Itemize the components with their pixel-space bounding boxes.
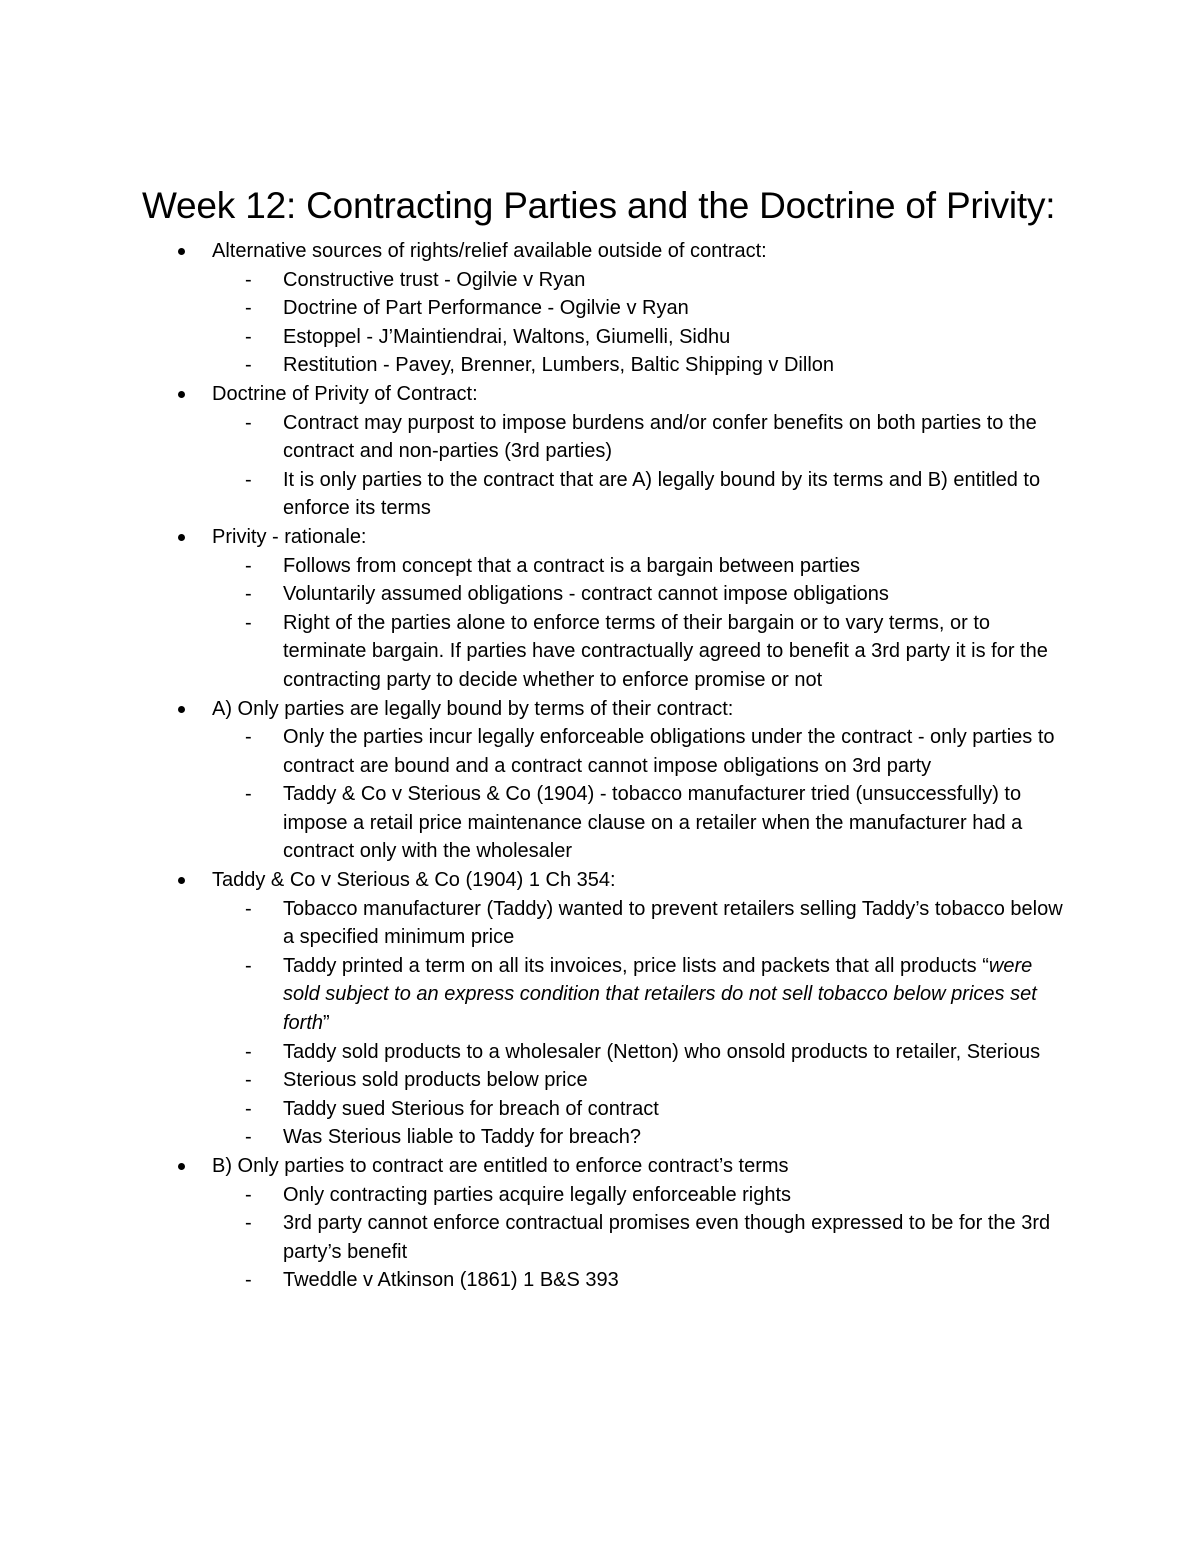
section-only-parties-bound: [142, 695, 1072, 867]
sub-item-lead: Taddy printed a term on all its invoices, price lists and packets that all products “: [283, 954, 989, 977]
sub-item: [142, 780, 1072, 866]
dash-icon: -: [245, 325, 252, 348]
sub-item: [142, 466, 1072, 523]
bullet-heading: B) Only parties to contract are entitled to enforce contract’s terms: [212, 1155, 789, 1177]
sub-item: [142, 895, 1072, 952]
bullet-heading: Doctrine of Privity of Contract:: [212, 382, 478, 405]
sub-item-text: Taddy & Co v Sterious & Co (1904) - tobacco manufacturer tried (unsuccessfully) to impose a retail price maintenance clause on a retailer when the manufacturer had a contract only with the wholesaler: [283, 783, 1023, 863]
bullet-heading: Alternative sources of rights/relief available outside of contract:: [212, 240, 767, 262]
bullet-icon: [178, 1163, 185, 1170]
sub-item-text: Contract may purpost to impose burdens and/or confer benefits on both parties to the contract and non-parties (3rd parties): [283, 411, 1037, 463]
bullet-item: [142, 237, 1072, 266]
sub-item-text: Tobacco manufacturer (Taddy) wanted to prevent retailers selling Taddy’s tobacco below a specified minimum price: [283, 897, 1063, 949]
dash-icon: -: [245, 726, 252, 749]
sub-item: [142, 323, 1072, 352]
bullet-icon: [178, 391, 185, 398]
dash-icon: -: [245, 1126, 252, 1149]
bullet-icon: [178, 248, 185, 255]
sub-item-text: Voluntarily assumed obligations - contract cannot impose obligations: [283, 583, 889, 606]
bullet-heading: Taddy & Co v Sterious & Co (1904) 1 Ch 354:: [212, 869, 616, 892]
sub-item-text: Only the parties incur legally enforceable obligations under the contract - only parties to contract are bound and a contract cannot impose obligations on 3rd party: [283, 726, 1055, 777]
dash-icon: -: [245, 1097, 252, 1120]
sub-item-text: Was Sterious liable to Taddy for breach?: [283, 1126, 641, 1149]
sub-item-text: Only contracting parties acquire legally enforceable rights: [283, 1183, 792, 1206]
dash-icon: -: [245, 897, 252, 920]
sub-item-text: 3rd party cannot enforce contractual promises even though expressed to be for the 3rd party’s benefit: [283, 1212, 1051, 1263]
sub-item: [142, 351, 1072, 380]
sub-item: [142, 552, 1072, 581]
dash-icon: -: [245, 611, 252, 634]
sub-item-text: Taddy sold products to a wholesaler (Netton) who onsold products to retailer, Sterious: [283, 1040, 1041, 1063]
sub-item-text: Follows from concept that a contract is a bargain between parties: [283, 554, 860, 577]
dash-icon: -: [245, 783, 252, 806]
dash-icon: -: [245, 354, 252, 377]
sub-item: [142, 266, 1072, 295]
sub-item-text: Doctrine of Part Performance - Ogilvie v Ryan: [283, 297, 689, 320]
bullet-item: [142, 866, 1072, 895]
document-page: [142, 180, 1072, 1295]
sub-item-text: Sterious sold products below price: [283, 1069, 588, 1092]
dash-icon: -: [245, 297, 252, 320]
dash-icon: -: [245, 1212, 252, 1235]
bullet-item: [142, 1152, 1072, 1181]
sub-item-text: Restitution - Pavey, Brenner, Lumbers, Baltic Shipping v Dillon: [283, 354, 835, 377]
dash-icon: -: [245, 1183, 252, 1206]
sub-item: [142, 1038, 1072, 1067]
bullet-icon: [178, 877, 185, 884]
bullet-icon: [178, 534, 185, 541]
sub-item: [142, 580, 1072, 609]
sub-item: [142, 1209, 1072, 1266]
dash-icon: -: [245, 411, 252, 434]
dash-icon: -: [245, 583, 252, 606]
sub-item: [142, 609, 1072, 695]
sub-item-text: Tweddle v Atkinson (1861) 1 B&S 393: [283, 1269, 619, 1292]
section-alternative-sources: [142, 237, 1072, 380]
section-taddy-case: [142, 866, 1072, 1152]
dash-icon: -: [245, 1040, 252, 1063]
section-doctrine-of-privity: [142, 380, 1072, 523]
bullet-icon: [178, 706, 185, 713]
page-title: Week 12: Contracting Parties and the Doctrine of Privity:: [142, 185, 1056, 226]
section-privity-rationale: [142, 523, 1072, 695]
sub-item: [142, 1123, 1072, 1152]
bullet-item: [142, 523, 1072, 552]
sub-item-tail: ”: [323, 1012, 330, 1035]
sub-item-text: Estoppel - J’Maintiendrai, Waltons, Giumelli, Sidhu: [283, 325, 731, 348]
dash-icon: -: [245, 1269, 252, 1292]
sub-item: [142, 1095, 1072, 1124]
sub-item-text: Right of the parties alone to enforce terms of their bargain or to vary terms, or to terminate bargain. If parties have contractually agreed to benefit a 3rd party it is for the contracting party to decide whether to enforce promise or not: [283, 611, 1048, 691]
sub-item: [142, 1181, 1072, 1210]
sub-item: [142, 1266, 1072, 1295]
sub-item: [142, 294, 1072, 323]
sub-item-text: Constructive trust - Ogilvie v Ryan: [283, 268, 586, 291]
sub-item-text: Taddy sued Sterious for breach of contract: [283, 1097, 659, 1120]
sub-item-quote: were sold subject to an express condition that retailers do not sell tobacco below prices set forth: [283, 954, 1037, 1035]
dash-icon: -: [245, 954, 252, 977]
dash-icon: -: [245, 1069, 252, 1092]
sub-item: [142, 952, 1072, 1038]
sub-item: [142, 1066, 1072, 1095]
bullet-item: [142, 695, 1072, 724]
sub-item-text: It is only parties to the contract that are A) legally bound by its terms and B) entitled to enforce its terms: [283, 468, 1041, 520]
dash-icon: -: [245, 554, 252, 577]
bullet-heading: Privity - rationale:: [212, 525, 367, 548]
dash-icon: -: [245, 468, 252, 491]
sub-item: [142, 723, 1072, 780]
bullet-item: [142, 380, 1072, 409]
dash-icon: -: [245, 268, 252, 291]
bullet-heading: A) Only parties are legally bound by terms of their contract:: [212, 697, 734, 720]
sub-item: [142, 409, 1072, 466]
section-only-parties-enforce: [142, 1152, 1072, 1295]
